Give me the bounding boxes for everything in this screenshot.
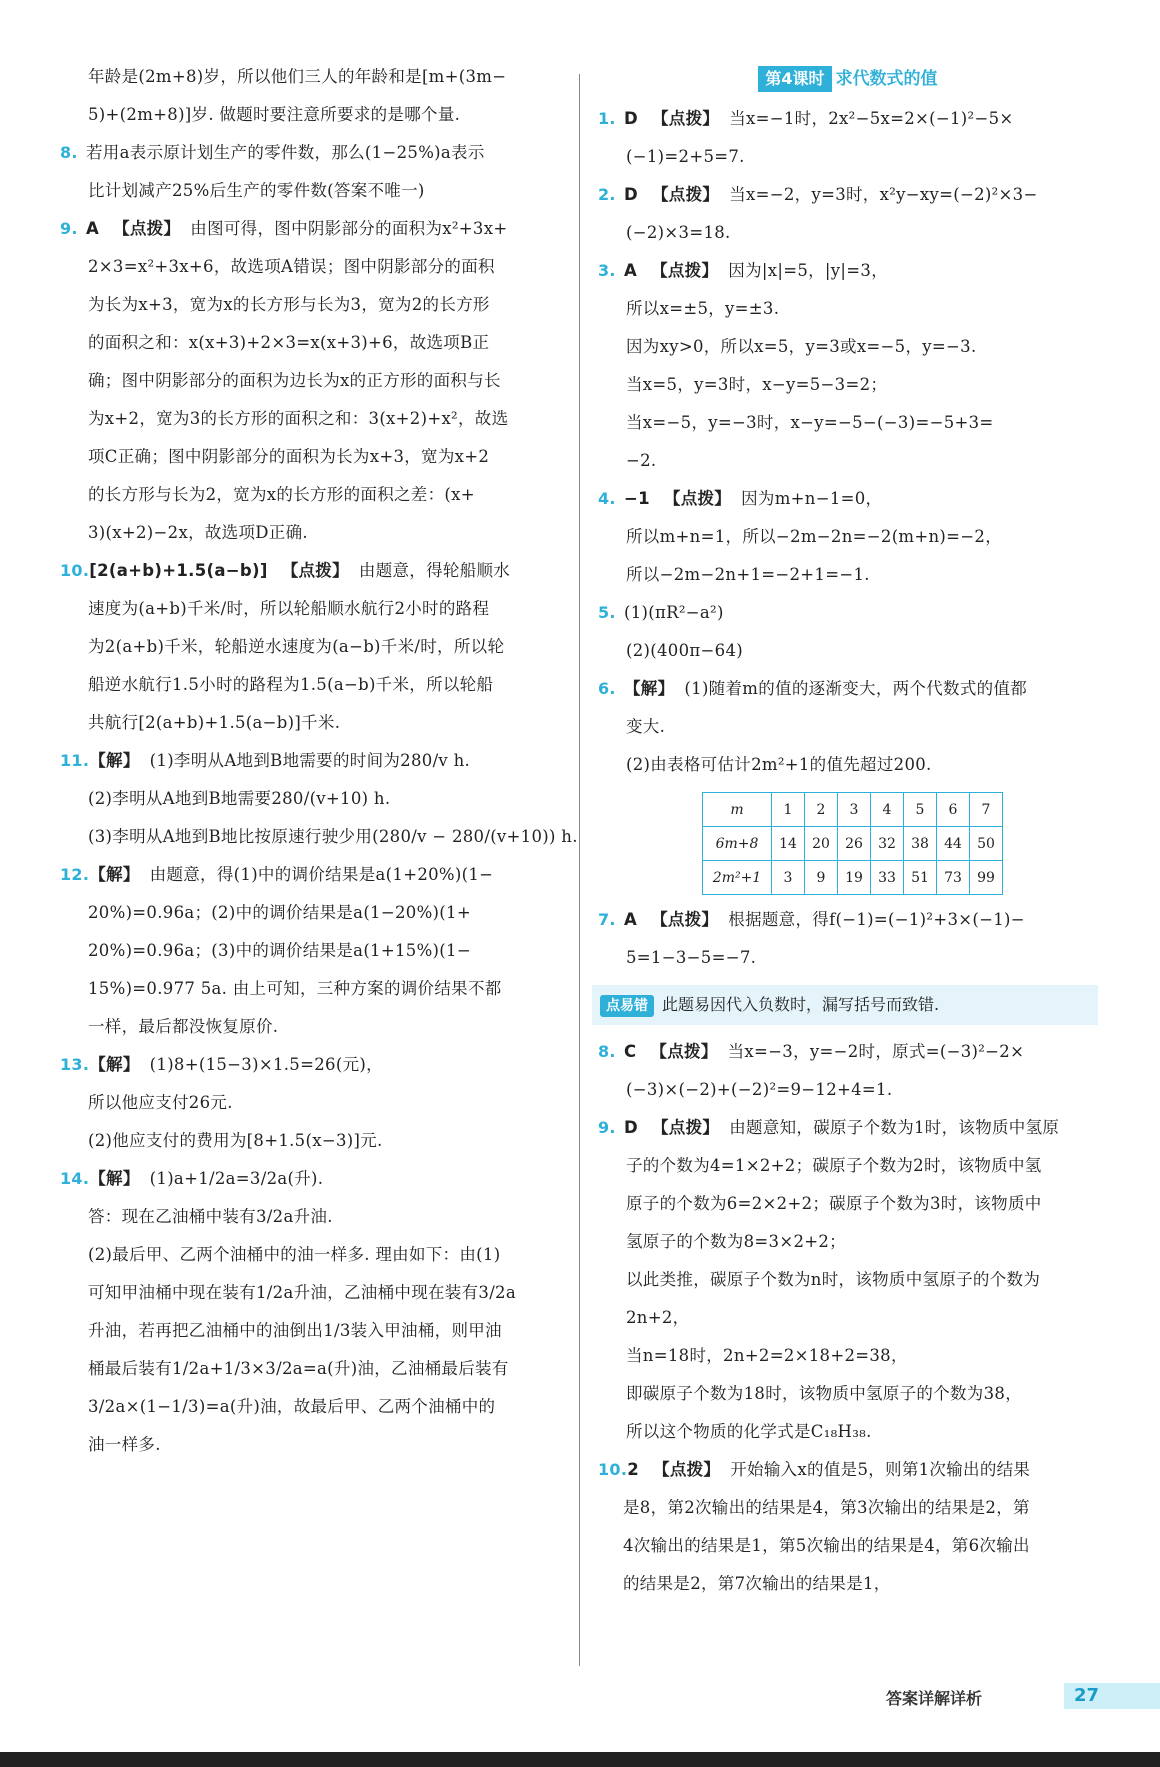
right-column bbox=[598, 58, 1098, 1603]
answer-line bbox=[60, 818, 578, 856]
answer-line bbox=[598, 328, 1098, 366]
answer-item bbox=[598, 1451, 1098, 1489]
line-text: (2)(400π−64) bbox=[626, 641, 744, 660]
lesson-header bbox=[598, 58, 1098, 98]
answer-line bbox=[598, 1489, 1098, 1527]
line-text: 由图可得，图中阴影部分的面积为x²+3x+ bbox=[190, 219, 508, 238]
answer-item bbox=[60, 742, 560, 780]
table-row bbox=[703, 861, 1003, 895]
answer-line bbox=[60, 894, 560, 932]
answer-line bbox=[60, 514, 560, 552]
table-cell: 38 bbox=[904, 827, 937, 861]
line-text: 所以−2m−2n+1=−2+1=−1. bbox=[626, 565, 870, 584]
table-cell: 44 bbox=[937, 827, 970, 861]
item-number: 4. bbox=[598, 489, 616, 508]
line-text: (1)8+(15−3)×1.5=26(元)， bbox=[149, 1055, 383, 1074]
line-text: 15%)=0.977 5a. 由上可知，三种方案的调价结果不都 bbox=[88, 979, 502, 998]
answer-line bbox=[60, 96, 560, 134]
hint-tag: 【点拨】 bbox=[663, 489, 732, 508]
line-text: 因为m+n−1=0， bbox=[741, 489, 883, 508]
item-number: 8. bbox=[598, 1042, 616, 1061]
tip-box bbox=[592, 985, 1098, 1025]
table-cell: 50 bbox=[970, 827, 1003, 861]
answer-line bbox=[60, 476, 560, 514]
answer-line bbox=[60, 932, 560, 970]
answer-line bbox=[598, 1527, 1098, 1565]
table-cell: 4 bbox=[871, 793, 904, 827]
line-text: (−2)×3=18. bbox=[626, 223, 731, 242]
table-cell: 3 bbox=[772, 861, 805, 895]
hint-tag: 【点拨】 bbox=[651, 910, 719, 929]
table-cell: 73 bbox=[937, 861, 970, 895]
answer-item bbox=[60, 134, 560, 172]
line-text: 20%)=0.96a；(2)中的调价结果是a(1−20%)(1+ bbox=[88, 903, 471, 922]
line-text: 以此类推，碳原子个数为n时，该物质中氢原子的个数为 bbox=[626, 1270, 1041, 1289]
answer-line bbox=[60, 970, 560, 1008]
column-divider bbox=[579, 74, 580, 1666]
line-text: 一样，最后都没恢复原价. bbox=[88, 1017, 279, 1036]
line-text: 原子的个数为6=2×2+2；碳原子个数为3时，该物质中 bbox=[626, 1194, 1042, 1213]
answer-line bbox=[598, 1375, 1098, 1413]
table-cell: 7 bbox=[970, 793, 1003, 827]
answer-choice: A bbox=[86, 219, 100, 238]
answer-line bbox=[60, 362, 560, 400]
answer-choice: D bbox=[624, 1118, 638, 1137]
answer-item bbox=[598, 1033, 1098, 1071]
lesson-title: 求代数式的值 bbox=[835, 68, 938, 89]
hint-tag: 【解】 bbox=[89, 751, 140, 770]
line-text: (−1)=2+5=7. bbox=[626, 147, 745, 166]
page-number: 27 bbox=[1064, 1683, 1160, 1709]
line-text: 升油，若再把乙油桶中的油倒出1/3装入甲油桶，则甲油 bbox=[88, 1321, 502, 1340]
table-cell: 6 bbox=[937, 793, 970, 827]
tip-text: 此题易因代入负数时，漏写括号而致错. bbox=[662, 995, 940, 1014]
line-text: 所以他应支付26元. bbox=[88, 1093, 233, 1112]
bottom-bar bbox=[0, 1752, 1160, 1767]
item-number: 10. bbox=[60, 561, 90, 580]
line-text: 开始输入x的值是5，则第1次输出的结果 bbox=[730, 1460, 1031, 1479]
answer-line bbox=[598, 1299, 1098, 1337]
answer-item bbox=[598, 901, 1098, 939]
answer-line bbox=[598, 366, 1098, 404]
answer-line bbox=[598, 1565, 1098, 1603]
answer-line bbox=[60, 780, 560, 818]
answer-line bbox=[598, 556, 1098, 594]
answer-line bbox=[598, 746, 1098, 784]
answer-line bbox=[598, 518, 1098, 556]
answer-line bbox=[598, 290, 1098, 328]
answer-line bbox=[598, 1337, 1098, 1375]
footer-title: 答案详解详析 bbox=[885, 1689, 982, 1708]
table-cell: 26 bbox=[838, 827, 871, 861]
answer-choice: −1 bbox=[624, 489, 650, 508]
answer-item bbox=[598, 100, 1098, 138]
answer-item bbox=[598, 594, 1098, 632]
table-cell: 99 bbox=[970, 861, 1003, 895]
table-cell: 14 bbox=[772, 827, 805, 861]
line-text: 速度为(a+b)千米/时，所以轮船顺水航行2小时的路程 bbox=[88, 599, 490, 618]
hint-tag: 【解】 bbox=[89, 1169, 140, 1188]
answer-choice: 2 bbox=[627, 1460, 640, 1479]
answer-item bbox=[60, 552, 560, 590]
line-text: 当n=18时，2n+2=2×18+2=38， bbox=[626, 1346, 908, 1365]
line-text: (2)李明从A地到B地需要280/(v+10) h. bbox=[88, 789, 391, 808]
answer-line bbox=[60, 1198, 560, 1236]
line-text: (1)李明从A地到B地需要的时间为280/v h. bbox=[149, 751, 471, 770]
answer-line bbox=[598, 1261, 1098, 1299]
answer-item bbox=[60, 1046, 560, 1084]
table-row bbox=[703, 827, 1003, 861]
table-cell: 51 bbox=[904, 861, 937, 895]
line-text: 若用a表示原计划生产的零件数，那么(1−25%)a表示 bbox=[86, 143, 485, 162]
answer-line bbox=[60, 324, 560, 362]
table-cell: 33 bbox=[871, 861, 904, 895]
line-text: 确；图中阴影部分的面积为边长为x的正方形的面积与长 bbox=[88, 371, 501, 390]
answer-item bbox=[598, 1109, 1098, 1147]
line-text: (2)他应支付的费用为[8+1.5(x−3)]元. bbox=[88, 1131, 383, 1150]
line-text: (1)随着m的值的逐渐变大，两个代数式的值都 bbox=[684, 679, 1028, 698]
answer-choice: A bbox=[624, 910, 638, 929]
table-cell: 19 bbox=[838, 861, 871, 895]
line-text: 2n+2， bbox=[626, 1308, 690, 1327]
answer-line bbox=[60, 1122, 560, 1160]
table-cell: 1 bbox=[772, 793, 805, 827]
answer-line bbox=[598, 1413, 1098, 1451]
answer-line bbox=[60, 58, 560, 96]
answer-line bbox=[60, 1274, 560, 1312]
line-text: 当x=−3，y=−2时，原式=(−3)²−2× bbox=[727, 1042, 1025, 1061]
answer-line bbox=[598, 442, 1098, 480]
answer-line bbox=[60, 400, 560, 438]
answer-line bbox=[60, 438, 560, 476]
line-text: 为2(a+b)千米，轮船逆水速度为(a−b)千米/时，所以轮 bbox=[88, 637, 505, 656]
hint-tag: 【点拨】 bbox=[652, 109, 720, 128]
hint-tag: 【点拨】 bbox=[651, 261, 719, 280]
line-text: 答：现在乙油桶中装有3/2a升油. bbox=[88, 1207, 333, 1226]
item-number: 10. bbox=[598, 1460, 628, 1479]
line-text: (2)由表格可估计2m²+1的值先超过200. bbox=[626, 755, 932, 774]
line-text: (1)(πR²−a²) bbox=[624, 603, 724, 622]
item-number: 3. bbox=[598, 261, 616, 280]
line-text: 当x=−1时，2x²−5x=2×(−1)²−5× bbox=[729, 109, 1014, 128]
table-cell: 9 bbox=[805, 861, 838, 895]
line-text: 共航行[2(a+b)+1.5(a−b)]千米. bbox=[88, 713, 341, 732]
answer-item bbox=[598, 252, 1098, 290]
line-text: 由题意，得轮船顺水 bbox=[358, 561, 511, 580]
line-text: 为x+2，宽为3的长方形的面积之和：3(x+2)+x²，故选 bbox=[88, 409, 509, 428]
answer-line bbox=[60, 1350, 560, 1388]
line-text: 氢原子的个数为8=3×2+2； bbox=[626, 1232, 846, 1251]
line-text: 所以这个物质的化学式是C₁₈H₃₈. bbox=[626, 1422, 872, 1441]
line-text: 5=1−3−5=−7. bbox=[626, 948, 757, 967]
line-text: 当x=−2，y=3时，x²y−xy=(−2)²×3− bbox=[729, 185, 1038, 204]
answer-line bbox=[598, 214, 1098, 252]
hint-tag: 【解】 bbox=[89, 1055, 140, 1074]
answer-item bbox=[598, 176, 1098, 214]
line-text: 因为xy>0，所以x=5，y=3或x=−5，y=−3. bbox=[626, 337, 977, 356]
line-text: 根据题意，得f(−1)=(−1)²+3×(−1)− bbox=[728, 910, 1025, 929]
item-number: 1. bbox=[598, 109, 616, 128]
item-number: 9. bbox=[598, 1118, 616, 1137]
left-column bbox=[60, 58, 578, 1464]
line-text: 是8，第2次输出的结果是4，第3次输出的结果是2，第 bbox=[623, 1498, 1030, 1517]
line-text: 年龄是(2m+8)岁，所以他们三人的年龄和是[m+(3m− bbox=[88, 67, 507, 86]
hint-tag: 【点拨】 bbox=[650, 1042, 718, 1061]
hint-tag: 【点拨】 bbox=[652, 1118, 720, 1137]
line-text: 所以m+n=1，所以−2m−2n=−2(m+n)=−2， bbox=[626, 527, 1003, 546]
line-text: 3)(x+2)−2x，故选项D正确. bbox=[88, 523, 308, 542]
answer-line bbox=[60, 628, 560, 666]
answer-line bbox=[60, 590, 560, 628]
line-text: 变大. bbox=[626, 717, 666, 736]
line-text: 船逆水航行1.5小时的路程为1.5(a−b)千米，所以轮船 bbox=[88, 675, 494, 694]
answer-line bbox=[60, 1426, 560, 1464]
item-number: 7. bbox=[598, 910, 616, 929]
line-text: 5)+(2m+8)]岁. 做题时要注意所要求的是哪个量. bbox=[88, 105, 461, 124]
answer-choice: D bbox=[624, 185, 638, 204]
line-text: 由题意，得(1)中的调价结果是a(1+20%)(1− bbox=[149, 865, 494, 884]
answer-line bbox=[60, 172, 560, 210]
answer-item bbox=[60, 210, 560, 248]
answer-line bbox=[598, 1185, 1098, 1223]
line-text: 比计划减产25%后生产的零件数(答案不唯一) bbox=[88, 181, 425, 200]
answer-line bbox=[60, 1008, 560, 1046]
item-number: 9. bbox=[60, 219, 78, 238]
answer-line bbox=[60, 248, 560, 286]
answer-line bbox=[60, 1312, 560, 1350]
answer-item bbox=[598, 480, 1098, 518]
table-cell: 2 bbox=[805, 793, 838, 827]
answer-item bbox=[598, 670, 1098, 708]
answer-line bbox=[60, 666, 560, 704]
line-text: 所以x=±5，y=±3. bbox=[626, 299, 780, 318]
answer-choice: C bbox=[624, 1042, 637, 1061]
hint-tag: 【解】 bbox=[624, 679, 675, 698]
answer-line bbox=[60, 704, 560, 742]
item-number: 14. bbox=[60, 1169, 90, 1188]
line-text: 当x=5，y=3时，x−y=5−3=2； bbox=[626, 375, 888, 394]
answer-line bbox=[60, 1388, 560, 1426]
answer-line bbox=[598, 404, 1098, 442]
answer-line bbox=[598, 138, 1098, 176]
line-text: 子的个数为4=1×2+2；碳原子个数为2时，该物质中氢 bbox=[626, 1156, 1042, 1175]
table-cell: 20 bbox=[805, 827, 838, 861]
line-text: 即碳原子个数为18时，该物质中氢原子的个数为38， bbox=[626, 1384, 1022, 1403]
line-text: −2. bbox=[626, 451, 657, 470]
item-number: 5. bbox=[598, 603, 616, 622]
line-text: 油一样多. bbox=[88, 1435, 161, 1454]
line-text: 可知甲油桶中现在装有1/2a升油，乙油桶中现在装有3/2a bbox=[88, 1283, 516, 1302]
line-text: 由题意知，碳原子个数为1时，该物质中氢原 bbox=[729, 1118, 1060, 1137]
item-number: 2. bbox=[598, 185, 616, 204]
answer-line bbox=[60, 286, 560, 324]
answer-choice: [2(a+b)+1.5(a−b)] bbox=[89, 561, 268, 580]
table-row bbox=[703, 793, 1003, 827]
line-text: 为长为x+3，宽为x的长方形与长为3，宽为2的长方形 bbox=[88, 295, 490, 314]
line-text: 的长方形与长为2，宽为x的长方形的面积之差：(x+ bbox=[88, 485, 475, 504]
table-cell: 3 bbox=[838, 793, 871, 827]
answer-line bbox=[598, 1147, 1098, 1185]
data-table bbox=[702, 792, 1003, 895]
line-text: 的面积之和：x(x+3)+2×3=x(x+3)+6，故选项B正 bbox=[88, 333, 490, 352]
line-text: 20%)=0.96a；(3)中的调价结果是a(1+15%)(1− bbox=[88, 941, 471, 960]
item-number: 12. bbox=[60, 865, 90, 884]
item-number: 11. bbox=[60, 751, 90, 770]
line-text: 3/2a×(1−1/3)=a(升)油，故最后甲、乙两个油桶中的 bbox=[88, 1397, 496, 1416]
line-text: (2)最后甲、乙两个油桶中的油一样多. 理由如下：由(1) bbox=[88, 1245, 501, 1264]
line-text: 2×3=x²+3x+6，故选项A错误；图中阴影部分的面积 bbox=[88, 257, 495, 276]
answer-line bbox=[60, 1236, 560, 1274]
line-text: (3)李明从A地到B地比按原速行驶少用(280/v − 280/(v+10)) h. bbox=[88, 827, 578, 846]
row-header: m bbox=[703, 793, 772, 827]
line-text: 的结果是2，第7次输出的结果是1， bbox=[623, 1574, 891, 1593]
table-cell: 5 bbox=[904, 793, 937, 827]
answer-choice: D bbox=[624, 109, 638, 128]
item-number: 8. bbox=[60, 143, 78, 162]
answer-line bbox=[60, 1084, 560, 1122]
hint-tag: 【点拨】 bbox=[281, 561, 349, 580]
line-text: 4次输出的结果是1，第5次输出的结果是4，第6次输出 bbox=[623, 1536, 1030, 1555]
hint-tag: 【点拨】 bbox=[652, 185, 720, 204]
line-text: 桶最后装有1/2a+1/3×3/2a=a(升)油，乙油桶最后装有 bbox=[88, 1359, 509, 1378]
answer-line bbox=[598, 939, 1098, 977]
answer-line bbox=[598, 708, 1098, 746]
hint-tag: 【点拨】 bbox=[653, 1460, 721, 1479]
answer-line bbox=[598, 1223, 1098, 1261]
row-header: 2m²+1 bbox=[703, 861, 772, 895]
hint-tag: 【点拨】 bbox=[113, 219, 181, 238]
tip-badge: 点易错 bbox=[600, 995, 654, 1017]
item-number: 6. bbox=[598, 679, 616, 698]
line-text: (1)a+1/2a=3/2a(升). bbox=[149, 1169, 324, 1188]
answer-line bbox=[598, 1071, 1098, 1109]
row-header: 6m+8 bbox=[703, 827, 772, 861]
answer-item bbox=[60, 856, 560, 894]
line-text: (−3)×(−2)+(−2)²=9−12+4=1. bbox=[626, 1080, 893, 1099]
table-cell: 32 bbox=[871, 827, 904, 861]
hint-tag: 【解】 bbox=[89, 865, 140, 884]
line-text: 项C正确；图中阴影部分的面积为长为x+3，宽为x+2 bbox=[88, 447, 490, 466]
answer-item bbox=[60, 1160, 560, 1198]
answer-line bbox=[598, 632, 1098, 670]
item-number: 13. bbox=[60, 1055, 90, 1074]
line-text: 因为|x|=5，|y|=3， bbox=[728, 261, 888, 280]
lesson-badge: 第4课时 bbox=[758, 66, 831, 92]
answer-choice: A bbox=[624, 261, 638, 280]
line-text: 当x=−5，y=−3时，x−y=−5−(−3)=−5+3= bbox=[626, 413, 994, 432]
